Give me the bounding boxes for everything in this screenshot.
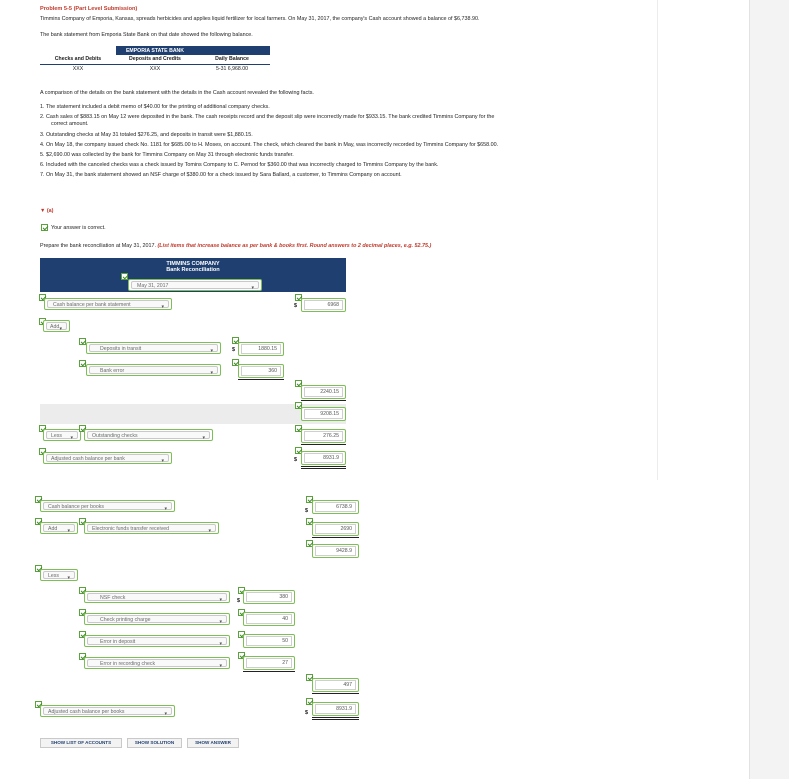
dropdown-arrow-icon: ▾	[59, 326, 62, 332]
books-add-item-value: 2690	[315, 524, 356, 534]
books-less-item-label: Check printing charge	[100, 617, 151, 623]
col-header-balance: Daily Balance	[194, 55, 270, 64]
books-adjusted-select[interactable]	[40, 705, 175, 717]
dropdown-arrow-icon: ▾	[164, 711, 167, 717]
books-start-input[interactable]	[312, 500, 359, 514]
underline	[312, 693, 359, 694]
fact-item: 6. Included with the canceled checks was a check issued by Tomins Company to C. Pernod for $360.00 that was incorrectly charged to Timmins Company by the bank.	[40, 162, 439, 168]
dropdown-arrow-icon: ▾	[219, 619, 222, 625]
bank-add-total-input[interactable]	[301, 385, 346, 399]
date-value: May 31, 2017	[137, 283, 169, 289]
fact-item: 4. On May 18, the company issued check No. 1181 for $685.00 to H. Moses, on account. The check, which cleared the bank in May, was incorrectly recorded by Timmins Company for $658.00.	[40, 142, 499, 148]
bank-add-item-value: 360	[241, 366, 281, 376]
instruction-main: Prepare the bank reconciliation at May 31, 2017.	[40, 243, 156, 249]
books-start-select[interactable]	[40, 500, 175, 512]
books-add-item-select[interactable]	[84, 522, 219, 534]
feedback-text: Your answer is correct.	[51, 225, 106, 231]
bank-add-item-select[interactable]	[86, 342, 221, 354]
currency-symbol: $	[237, 598, 240, 604]
currency-symbol: $	[305, 508, 308, 514]
comparison-intro: A comparison of the details on the bank statement with the details in the Cash account revealed the following facts.	[40, 90, 314, 96]
books-adjusted-value: 8931.9	[315, 704, 356, 714]
books-less-label: Less	[48, 573, 59, 579]
books-less-total-input[interactable]	[312, 678, 359, 692]
books-less-item-value: 27	[246, 658, 292, 668]
cell-checks: XXX	[72, 66, 84, 73]
dropdown-arrow-icon: ▾	[161, 458, 164, 464]
books-add-label: Add	[48, 526, 58, 532]
dropdown-arrow-icon: ▾	[210, 370, 213, 376]
dropdown-arrow-icon: ▾	[70, 435, 73, 441]
dropdown-arrow-icon: ▾	[219, 663, 222, 669]
bank-subtotal-value: 9208.15	[304, 409, 343, 419]
fact-item: 1. The statement included a debit memo of $40.00 for the printing of additional company checks.	[40, 104, 270, 110]
bank-start-select[interactable]	[44, 298, 172, 310]
dropdown-arrow-icon: ▾	[164, 506, 167, 512]
books-start-label: Cash balance per books	[48, 504, 104, 510]
double-underline	[312, 717, 359, 720]
check-icon	[41, 224, 48, 231]
bank-adjusted-value: 8931.9	[304, 453, 343, 463]
dropdown-arrow-icon: ▾	[202, 435, 205, 441]
bank-add-item-input[interactable]	[238, 342, 284, 356]
books-less-item-input[interactable]	[243, 634, 295, 648]
double-underline	[301, 466, 346, 469]
books-less-item-select[interactable]	[84, 657, 230, 669]
books-less-item-label: NSF check	[100, 595, 126, 601]
bank-add-label: Add	[50, 324, 60, 330]
cell-deposits: XXX	[149, 66, 161, 73]
bank-less-item-input[interactable]	[301, 429, 346, 443]
instruction-note: (List items that increase balance as per bank & books first. Round answers to 2 decimal places, e.g. 52.75.)	[157, 243, 432, 249]
books-start-value: 6738.9	[315, 502, 356, 512]
books-less-item-select[interactable]	[84, 613, 230, 625]
bank-statement-table	[40, 46, 270, 74]
bank-less-label: Less	[51, 433, 62, 439]
books-less-item-value: 380	[246, 592, 292, 602]
dropdown-arrow-icon: ▾	[161, 304, 164, 310]
show-answer-button[interactable]: SHOW ANSWER	[187, 738, 239, 748]
bank-less-item-label: Outstanding checks	[92, 433, 138, 439]
bank-add-item-select[interactable]	[86, 364, 221, 376]
check-icon	[121, 273, 128, 280]
dropdown-arrow-icon: ▾	[219, 597, 222, 603]
books-less-select[interactable]	[40, 569, 78, 581]
instruction-text	[40, 243, 431, 249]
dropdown-arrow-icon: ▾	[210, 348, 213, 354]
books-less-item-label: Error in recording check	[100, 661, 156, 667]
bank-less-item-value: 276.25	[304, 431, 343, 441]
date-select[interactable]	[128, 279, 262, 291]
books-less-item-select[interactable]	[84, 635, 230, 647]
underline	[301, 400, 346, 401]
check-icon	[79, 360, 86, 367]
fact-item: 7. On May 31, the bank statement showed an NSF charge of $380.00 for a check issued by Sara Ballard, a customer, to Timmins Company on account.	[40, 172, 402, 178]
books-add-item-input[interactable]	[312, 522, 359, 536]
bank-start-label: Cash balance per bank statement	[53, 302, 131, 308]
statement-intro: The bank statement from Emporia State Bank on that date showed the following balance.	[40, 32, 253, 38]
fact-item: 2. Cash sales of $883.15 on May 12 were deposited in the bank. The cash receipts record and the deposit slip were incorrectly made for $933.15. The bank credited Timmins Company for the	[40, 114, 495, 120]
fact-item: 3. Outstanding checks at May 31 totaled $276.25, and deposits in transit were $1,880.15.	[40, 132, 253, 138]
bank-add-item-input[interactable]	[238, 364, 284, 378]
books-add-item-label: Electronic funds transfer received	[92, 526, 169, 532]
books-add-select[interactable]	[40, 522, 78, 534]
books-adjusted-label: Adjusted cash balance per books	[48, 709, 125, 715]
bank-add-item-value: 1880.15	[241, 344, 281, 354]
underline	[312, 537, 359, 538]
books-subtotal-value: 9428.9	[315, 546, 356, 556]
col-header-deposits: Deposits and Credits	[116, 55, 194, 64]
check-icon	[79, 338, 86, 345]
bank-add-total-value: 2240.15	[304, 387, 343, 397]
underline	[243, 671, 295, 672]
bank-name: EMPORIA STATE BANK	[116, 46, 194, 55]
bank-adjusted-label: Adjusted cash balance per bank	[51, 456, 125, 462]
fact-item: correct amount.	[51, 121, 89, 127]
books-less-item-label: Error in deposit	[100, 639, 136, 645]
books-subtotal-input[interactable]	[312, 544, 359, 558]
caret-down-icon: ▼	[40, 208, 46, 214]
underline	[301, 444, 346, 445]
recon-company: TIMMINS COMPANY	[166, 261, 220, 267]
problem-title: Problem 5-5 (Part Level Submission)	[40, 6, 138, 12]
bank-add-item-label: Bank error	[100, 368, 125, 374]
dropdown-arrow-icon: ▾	[219, 641, 222, 647]
dropdown-arrow-icon: ▾	[208, 528, 211, 534]
dropdown-arrow-icon: ▾	[67, 528, 70, 534]
show-list-of-accounts-button[interactable]: SHOW LIST OF ACCOUNTS	[40, 738, 122, 748]
recon-heading: Bank Reconciliation	[166, 267, 220, 273]
dropdown-arrow-icon: ▾	[67, 575, 70, 581]
problem-intro: Timmins Company of Emporia, Kansas, spreads herbicides and applies liquid fertilizer for local farmers. On May 31, 2017, the company's Cash account showed a balance of $6,738.90.	[40, 16, 480, 22]
books-less-total-value: 497	[315, 680, 356, 690]
part-a-toggle[interactable]	[40, 208, 53, 214]
books-less-item-input[interactable]	[243, 590, 295, 604]
underline	[238, 379, 284, 380]
books-less-item-select[interactable]	[84, 591, 230, 603]
books-adjusted-input[interactable]	[312, 702, 359, 716]
bank-start-value: 6968	[304, 300, 343, 310]
dropdown-arrow-icon: ▾	[251, 285, 254, 291]
books-less-item-input[interactable]	[243, 612, 295, 626]
currency-symbol: $	[294, 457, 297, 463]
show-solution-button[interactable]: SHOW SOLUTION	[127, 738, 182, 748]
bank-start-input[interactable]	[301, 298, 346, 312]
books-less-item-input[interactable]	[243, 656, 295, 670]
part-label: (a)	[46, 208, 54, 214]
currency-symbol: $	[232, 347, 235, 353]
bank-adjusted-input[interactable]	[301, 451, 346, 465]
bank-less-item-select[interactable]	[84, 429, 213, 441]
fact-item: 5. $2,690.00 was collected by the bank for Timmins Company on May 31 through electronic funds transfer.	[40, 152, 294, 158]
bank-add-item-label: Deposits in transit	[100, 346, 142, 352]
bank-adjusted-select[interactable]	[43, 452, 172, 464]
bank-add-select[interactable]	[43, 320, 70, 332]
books-less-item-value: 40	[246, 614, 292, 624]
col-header-checks: Checks and Debits	[40, 55, 116, 64]
cell-balance: 5-31 6,968.00	[215, 66, 249, 73]
books-less-item-value: 50	[246, 636, 292, 646]
content-divider	[657, 0, 658, 480]
currency-symbol: $	[294, 303, 297, 309]
bank-less-select[interactable]	[43, 429, 81, 441]
bank-subtotal-input[interactable]	[301, 407, 346, 421]
currency-symbol: $	[305, 710, 308, 716]
right-gutter	[749, 0, 789, 779]
